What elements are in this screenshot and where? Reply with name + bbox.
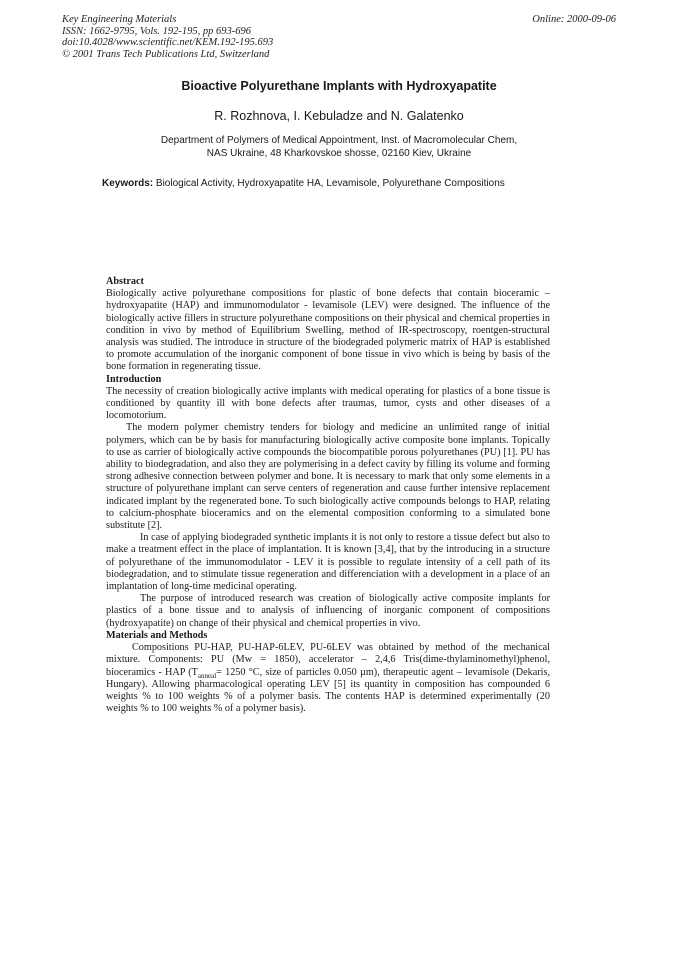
- journal-name: Key Engineering Materials: [62, 14, 177, 25]
- abstract-text: Biologically active polyurethane compositions for plastic of bone defects that contain bioceramic – hydroxyapatite (HAP) and immunomodulator - levamisole (LEV) were designed. The influence of the biologically active fillers in structure polyurethane compositions on their physical and chemical properties in condition in vivo by method of Equilibrium Swelling, method of IR-spectroscopy, roentgen-structural analysis was studied. The introduce in structure of the biodegraded polymeric matrix of HAP is established to promote accumulation of the inorganic component of bone tissue in vivo which is being by basis of the bone formation in regenerating tissue.: [106, 288, 550, 373]
- methods-text-part-2: = 1250 °C, size of particles 0.050 µm), therapeutic agent – levamisole (Dekaris, Hungary). Allowing pharmacological operating LEV [5] its quantity in composition has compounded 6 weights % to 100 weights % of a polymer basis. The contents HAP is determined experimentally (20 weights % to 100 weights % of a polymer basis).: [106, 666, 550, 715]
- keywords: [102, 178, 505, 189]
- keywords-label: Keywords:: [102, 178, 154, 189]
- affiliation-line-2: NAS Ukraine, 48 Kharkovskoe shosse, 02160 Kiev, Ukraine: [206, 148, 472, 159]
- introduction-paragraph-1: The necessity of creation biologically active implants with medical operating for plastics of a bone tissue is conditioned by quantity ill with bone defects after traumas, tumor, cysts and other diseases of a locomotorium.: [106, 385, 550, 422]
- methods-heading: Materials and Methods: [106, 629, 208, 641]
- methods-text-part-1: Compositions PU-HAP, PU-HAP-6LEV, PU-6LEV was obtained by method of the mechanical mixture. Components: PU (Mw = 1850), accelerator – 2,4,6 Tris(dime-thylaminomethyl)phenol, bioceramics - HAP (T: [106, 642, 550, 678]
- online-date: Online: 2000-09-06: [532, 14, 616, 25]
- paper-title: Bioactive Polyurethane Implants with Hydroxyapatite: [181, 79, 497, 93]
- introduction-paragraph-4: The purpose of introduced research was creation of biologically active composite implants for plastics of a bone tissue and to analysis of influencing of inorganic component of compositions (hydroxyapatite) on change of their physical and chemical properties in vivo.: [106, 593, 550, 629]
- paper-authors: R. Rozhnova, I. Kebuladze and N. Galatenko: [214, 109, 464, 123]
- affiliation-line-1: Department of Polymers of Medical Appointment, Inst. of Macromolecular Chem,: [160, 135, 518, 146]
- journal-copyright: © 2001 Trans Tech Publications Ltd, Switzerland: [62, 48, 270, 60]
- anneal-subscript: anneal: [197, 671, 217, 680]
- article-body: [106, 276, 550, 715]
- introduction-paragraph-3: In case of applying biodegraded synthetic implants it is not only to restore a tissue defect but also to make a treatment effect in the place of implantation. It is known [3,4], that by the introducing in a structure of polyurethane of the immunomodulator - LEV it is possible to regulate intensity of a cell path of its biodegradation, and to stimulate tissue regeneration and differenciation with a development in a place of an implantation of long-time medicinal operating.: [106, 532, 550, 593]
- abstract-heading: Abstract: [106, 276, 144, 287]
- introduction-heading: Introduction: [106, 373, 162, 385]
- journal-doi: doi:10.4028/www.scientific.net/KEM.192-195.693: [62, 37, 274, 48]
- keywords-text: Biological Activity, Hydroxyapatite HA, Levamisole, Polyurethane Compositions: [155, 178, 505, 189]
- methods-paragraph-1: [106, 642, 550, 715]
- introduction-paragraph-2: The modern polymer chemistry tenders for biology and medicine an unlimited range of initial polymers, which can be by basis for manufacturing biologically active composite bone implants. Topically to use as carrier of biologically active compounds the biocompatible porous polyurethanes (PU) [1]. PU has ability to biodegradation, and also they are polymerising in a defect cavity by filling its volume and forming strong adhesive connection between polymer and bone. It is necessary to mark that only some elements in a structure of polyurethane implant can serve centers of regeneration and cause further intensive replacement indicated implant by the regenerated bone. To such biologically active compounds belongs to HAP, relating to calcium-phosphate bioceramics and on the elemental composition conforming to a simulated bone substitute [2].: [106, 422, 550, 532]
- journal-header: [62, 14, 273, 60]
- journal-issn: ISSN: 1662-9795, Vols. 192-195, pp 693-696: [62, 25, 251, 37]
- affiliation: [0, 134, 678, 160]
